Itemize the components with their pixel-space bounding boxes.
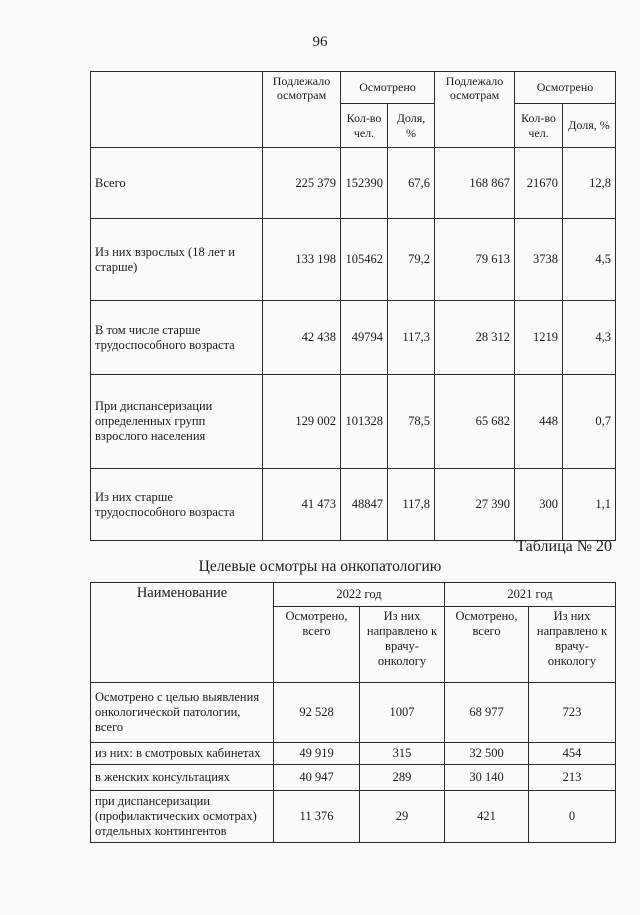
cell: 67,6 — [388, 148, 435, 219]
table-row — [91, 219, 616, 301]
header-count-2022: Кол-во чел. — [341, 104, 388, 148]
table-row — [91, 148, 616, 219]
header-share-2022: Доля, % — [388, 104, 435, 148]
cell: 454 — [529, 743, 616, 765]
cell: 92 528 — [274, 683, 360, 743]
row-label: Всего — [91, 148, 263, 219]
cell: 4,3 — [563, 301, 616, 375]
cell: 79 613 — [435, 219, 515, 301]
cell: 117,3 — [388, 301, 435, 375]
table-row — [91, 765, 616, 791]
cell: 30 140 — [445, 765, 529, 791]
header-examined-2022: Осмотрено — [341, 72, 435, 104]
screening-table — [90, 71, 616, 541]
header-examined-2022: Осмотрено, всего — [274, 607, 360, 683]
table-row — [91, 791, 616, 843]
table-title: Целевые осмотры на онкопатологию — [198, 558, 442, 575]
cell: 117,8 — [388, 469, 435, 541]
cell: 3738 — [515, 219, 563, 301]
cell: 1219 — [515, 301, 563, 375]
table-row — [91, 375, 616, 469]
cell: 421 — [445, 791, 529, 843]
cell: 133 198 — [263, 219, 341, 301]
cell: 65 682 — [435, 375, 515, 469]
cell: 315 — [360, 743, 445, 765]
row-label: в женских консультациях — [91, 765, 274, 791]
header-share-2021: Доля, % — [563, 104, 616, 148]
row-label: при диспансеризации (профилактических осмотрах) отдельных контингентов — [91, 791, 274, 843]
cell: 168 867 — [435, 148, 515, 219]
cell: 723 — [529, 683, 616, 743]
cell: 448 — [515, 375, 563, 469]
row-label: Из них старше трудоспособного возраста — [91, 469, 263, 541]
cell: 101328 — [341, 375, 388, 469]
page-number: 96 — [312, 34, 328, 50]
cell: 27 390 — [435, 469, 515, 541]
row-label: из них: в смотровых кабинетах — [91, 743, 274, 765]
header-year-2021: 2021 год — [445, 583, 616, 607]
header-name: Наименование — [91, 583, 274, 683]
cell: 32 500 — [445, 743, 529, 765]
cell: 0,7 — [563, 375, 616, 469]
row-label: При диспансеризации определенных групп взрослого населения — [91, 375, 263, 469]
table-row — [91, 301, 616, 375]
header-examined-2021: Осмотрено, всего — [445, 607, 529, 683]
cell: 225 379 — [263, 148, 341, 219]
cell: 289 — [360, 765, 445, 791]
cell: 40 947 — [274, 765, 360, 791]
cell: 42 438 — [263, 301, 341, 375]
cell: 1,1 — [563, 469, 616, 541]
cell: 49 919 — [274, 743, 360, 765]
row-label: Осмотрено с целью выявления онкологической патологии, всего — [91, 683, 274, 743]
cell: 48847 — [341, 469, 388, 541]
cell: 11 376 — [274, 791, 360, 843]
header-year-2022: 2022 год — [274, 583, 445, 607]
header-examined-2021: Осмотрено — [515, 72, 616, 104]
row-label: В том числе старше трудоспособного возраста — [91, 301, 263, 375]
cell: 21670 — [515, 148, 563, 219]
cell: 49794 — [341, 301, 388, 375]
cell: 12,8 — [563, 148, 616, 219]
header-referred-2021: Из них направлено к врачу-онкологу — [529, 607, 616, 683]
cell: 4,5 — [563, 219, 616, 301]
cell: 105462 — [341, 219, 388, 301]
cell: 129 002 — [263, 375, 341, 469]
cell: 28 312 — [435, 301, 515, 375]
cell: 41 473 — [263, 469, 341, 541]
row-label: Из них взрослых (18 лет и старше) — [91, 219, 263, 301]
oncology-table — [90, 582, 616, 843]
table-row — [91, 469, 616, 541]
cell: 300 — [515, 469, 563, 541]
cell: 1007 — [360, 683, 445, 743]
header-count-2021: Кол-во чел. — [515, 104, 563, 148]
table-row — [91, 743, 616, 765]
cell: 68 977 — [445, 683, 529, 743]
header-referred-2022: Из них направлено к врачу-онкологу — [360, 607, 445, 683]
cell: 29 — [360, 791, 445, 843]
cell: 79,2 — [388, 219, 435, 301]
cell: 78,5 — [388, 375, 435, 469]
cell: 0 — [529, 791, 616, 843]
header-subject-2021: Подлежало осмотрам — [435, 72, 515, 148]
cell: 213 — [529, 765, 616, 791]
cell: 152390 — [341, 148, 388, 219]
table-row — [91, 683, 616, 743]
table-number: Таблица № 20 — [516, 538, 612, 555]
header-empty-cell — [91, 72, 263, 148]
header-subject-2022: Подлежало осмотрам — [263, 72, 341, 148]
